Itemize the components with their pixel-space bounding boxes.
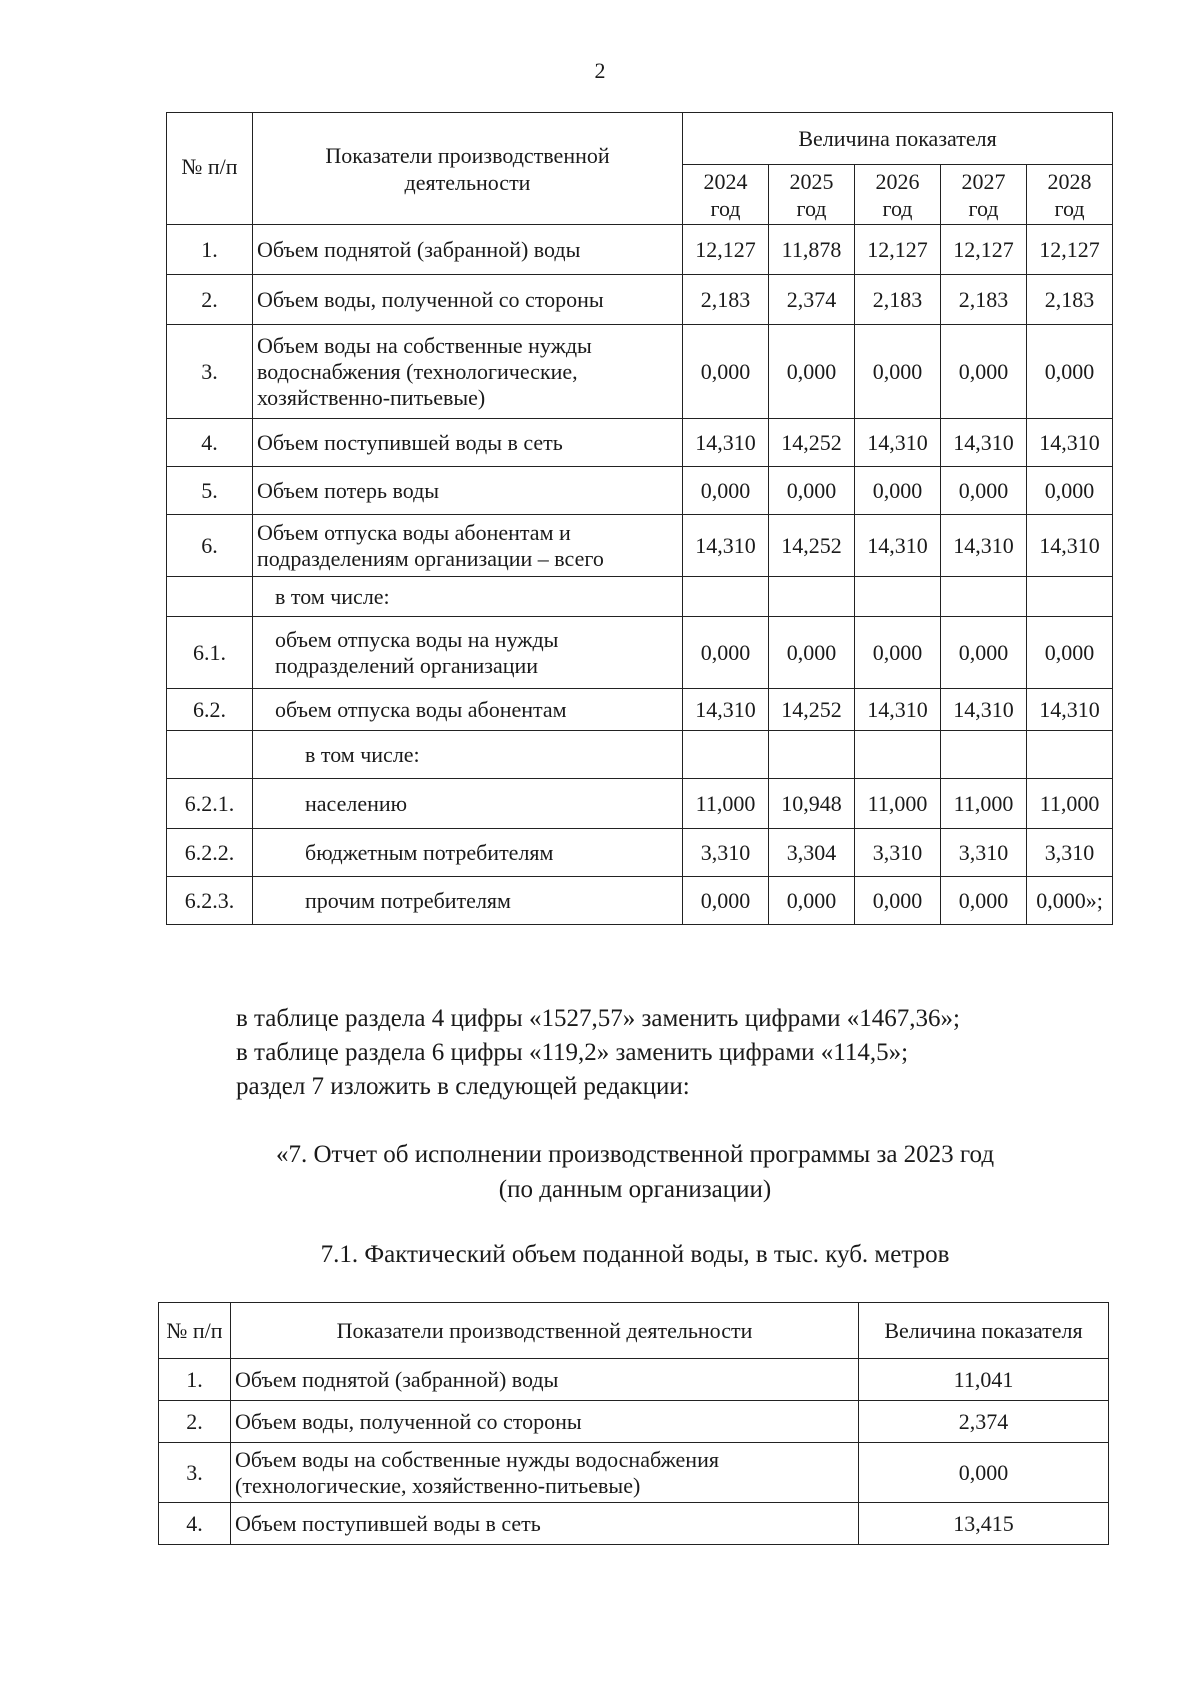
row-value: 11,000: [941, 779, 1027, 829]
table-row: [167, 577, 1113, 617]
row-number: 6.2.: [167, 689, 253, 731]
paragraph: в таблице раздела 4 цифры «1527,57» заменить цифрами «1467,36»;: [236, 1005, 960, 1032]
year-header: [769, 165, 855, 225]
table-row: [167, 467, 1113, 515]
row-value: [941, 577, 1027, 617]
row-number: 2.: [167, 275, 253, 325]
row-value: 10,948: [769, 779, 855, 829]
row-value: 14,310: [1027, 689, 1113, 731]
paragraph: в таблице раздела 6 цифры «119,2» заменить цифрами «114,5»;: [236, 1039, 909, 1066]
year-header: [1027, 165, 1113, 225]
header-num: № п/п: [159, 1303, 231, 1359]
table-row: [159, 1443, 1109, 1503]
year-unit: год: [882, 195, 913, 221]
row-value: [855, 577, 941, 617]
header-indicator: [253, 113, 683, 225]
table-row: [167, 275, 1113, 325]
row-value: [769, 577, 855, 617]
row-indicator: Объем воды на собственные нужды водоснабжения (технологические, хозяйственно-питьевые): [231, 1443, 859, 1503]
row-value: 14,252: [769, 515, 855, 577]
row-number: 5.: [167, 467, 253, 515]
row-value: 0,000: [769, 617, 855, 689]
row-value: [1027, 577, 1113, 617]
section-7-title: «7. Отчет об исполнении производственной программы за 2023 год: [275, 1141, 995, 1168]
row-indicator: населению: [253, 779, 683, 829]
year-header: [941, 165, 1027, 225]
row-value: 2,183: [683, 275, 769, 325]
row-value: 2,183: [941, 275, 1027, 325]
row-indicator: в том числе:: [253, 577, 683, 617]
row-value: 0,000: [941, 617, 1027, 689]
page-number: 2: [594, 58, 606, 83]
row-value: 14,310: [1027, 515, 1113, 577]
table-row: [167, 689, 1113, 731]
year-label: 2028: [1047, 168, 1092, 194]
table-row: [167, 325, 1113, 419]
table-row: [159, 1359, 1109, 1401]
table-row: [167, 617, 1113, 689]
row-value: 0,000: [859, 1443, 1109, 1503]
actual-water-volume-table: [158, 1302, 1109, 1545]
paragraph: раздел 7 изложить в следующей редакции:: [236, 1073, 690, 1100]
row-value: 2,374: [859, 1401, 1109, 1443]
row-value: 11,041: [859, 1359, 1109, 1401]
row-value: 14,310: [683, 419, 769, 467]
year-label: 2024: [703, 168, 748, 194]
row-value: 0,000: [855, 467, 941, 515]
table-row: [167, 515, 1113, 577]
row-number: 6.: [167, 515, 253, 577]
row-indicator: Объем потерь воды: [253, 467, 683, 515]
row-indicator: Объем воды, полученной со стороны: [231, 1401, 859, 1443]
row-value: 14,310: [1027, 419, 1113, 467]
year-label: 2025: [789, 168, 834, 194]
row-value: 3,310: [941, 829, 1027, 877]
year-unit: год: [796, 195, 827, 221]
row-value: 14,310: [941, 689, 1027, 731]
row-indicator: Объем поднятой (забранной) воды: [253, 225, 683, 275]
table-row: [159, 1401, 1109, 1443]
row-number: 1.: [159, 1359, 231, 1401]
row-value: 0,000»;: [1027, 877, 1113, 925]
amendment-paragraphs: [236, 1002, 1136, 1104]
row-value: 3,304: [769, 829, 855, 877]
row-indicator: Объем поступившей воды в сеть: [253, 419, 683, 467]
row-indicator: прочим потребителям: [253, 877, 683, 925]
row-value: 0,000: [855, 325, 941, 419]
table-row: [167, 877, 1113, 925]
row-value: 12,127: [1027, 225, 1113, 275]
row-value: 0,000: [855, 617, 941, 689]
subsection-7-1-title: 7.1. Фактический объем поданной воды, в тыс. куб. метров: [320, 1241, 950, 1268]
row-value: 14,252: [769, 689, 855, 731]
row-indicator: Объем поступившей воды в сеть: [231, 1503, 859, 1545]
row-value: [941, 731, 1027, 779]
row-value: 14,310: [855, 515, 941, 577]
row-indicator: Объем воды на собственные нужды водоснабжения (технологические, хозяйственно-питьевые): [253, 325, 683, 419]
row-value: 14,310: [941, 515, 1027, 577]
row-value: 11,000: [1027, 779, 1113, 829]
row-value: [683, 577, 769, 617]
row-value: 14,252: [769, 419, 855, 467]
header-indicator: Показатели производственной деятельности: [231, 1303, 859, 1359]
row-value: 0,000: [769, 325, 855, 419]
row-value: 0,000: [683, 325, 769, 419]
row-value: 2,183: [855, 275, 941, 325]
row-value: 0,000: [941, 325, 1027, 419]
year-header: [855, 165, 941, 225]
row-value: 11,000: [855, 779, 941, 829]
year-unit: год: [968, 195, 999, 221]
row-value: 0,000: [683, 617, 769, 689]
row-indicator: бюджетным потребителям: [253, 829, 683, 877]
row-value: 12,127: [683, 225, 769, 275]
row-number: [167, 577, 253, 617]
row-value: 0,000: [683, 877, 769, 925]
table-row: [159, 1503, 1109, 1545]
row-value: 14,310: [855, 419, 941, 467]
year-label: 2026: [875, 168, 920, 194]
row-value: 0,000: [769, 877, 855, 925]
header-indicator-text: Показатели производственной деятельности: [325, 142, 610, 195]
row-value: 0,000: [1027, 617, 1113, 689]
row-value: 0,000: [1027, 467, 1113, 515]
row-value: 0,000: [769, 467, 855, 515]
row-value: 13,415: [859, 1503, 1109, 1545]
row-value: [769, 731, 855, 779]
row-number: [167, 731, 253, 779]
row-number: 4.: [159, 1503, 231, 1545]
row-value: [855, 731, 941, 779]
row-value: 0,000: [941, 877, 1027, 925]
year-unit: год: [710, 195, 741, 221]
row-number: 2.: [159, 1401, 231, 1443]
row-value: 3,310: [683, 829, 769, 877]
table-row: [167, 731, 1113, 779]
row-value: 14,310: [855, 689, 941, 731]
section-7-subtitle: (по данным организации): [498, 1176, 772, 1203]
row-number: 3.: [167, 325, 253, 419]
row-indicator: объем отпуска воды на нужды подразделений организации: [253, 617, 683, 689]
row-value: 0,000: [1027, 325, 1113, 419]
row-number: 1.: [167, 225, 253, 275]
header-value: Величина показателя: [859, 1303, 1109, 1359]
row-number: 4.: [167, 419, 253, 467]
table-row: [167, 779, 1113, 829]
header-num: № п/п: [167, 113, 253, 225]
table-row: [167, 225, 1113, 275]
row-value: 14,310: [683, 515, 769, 577]
row-value: 3,310: [855, 829, 941, 877]
row-value: 12,127: [941, 225, 1027, 275]
production-indicators-table: [166, 112, 1113, 925]
row-number: 6.1.: [167, 617, 253, 689]
row-value: 0,000: [683, 467, 769, 515]
year-label: 2027: [961, 168, 1006, 194]
row-value: 14,310: [683, 689, 769, 731]
row-value: 0,000: [855, 877, 941, 925]
row-indicator: Объем воды, полученной со стороны: [253, 275, 683, 325]
table-row: [167, 419, 1113, 467]
row-value: [683, 731, 769, 779]
row-value: 11,878: [769, 225, 855, 275]
table-row: [167, 829, 1113, 877]
row-value: [1027, 731, 1113, 779]
row-value: 2,183: [1027, 275, 1113, 325]
header-value: Величина показателя: [683, 113, 1113, 165]
row-value: 3,310: [1027, 829, 1113, 877]
row-value: 14,310: [941, 419, 1027, 467]
year-unit: год: [1054, 195, 1085, 221]
row-number: 6.2.3.: [167, 877, 253, 925]
row-indicator: Объем отпуска воды абонентам и подразделениям организации – всего: [253, 515, 683, 577]
row-indicator: Объем поднятой (забранной) воды: [231, 1359, 859, 1401]
year-header: [683, 165, 769, 225]
row-number: 6.2.2.: [167, 829, 253, 877]
row-value: 12,127: [855, 225, 941, 275]
row-number: 3.: [159, 1443, 231, 1503]
row-indicator: в том числе:: [253, 731, 683, 779]
row-number: 6.2.1.: [167, 779, 253, 829]
row-value: 2,374: [769, 275, 855, 325]
row-indicator: объем отпуска воды абонентам: [253, 689, 683, 731]
row-value: 11,000: [683, 779, 769, 829]
row-value: 0,000: [941, 467, 1027, 515]
